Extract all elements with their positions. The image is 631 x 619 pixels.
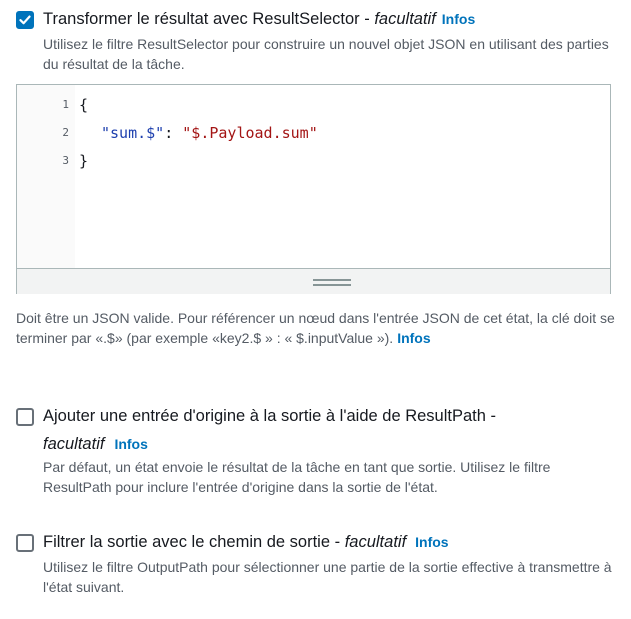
json-string-value: "$.Payload.sum" bbox=[182, 124, 318, 142]
result-path-description: Par défaut, un état envoie le résultat de la tâche en tant que sortie. Utilisez le filtre ResultPath pour inclure l'entrée d'origine dans la sortie de l'état. bbox=[43, 459, 551, 495]
code-line bbox=[17, 147, 610, 175]
json-key: "sum.$" bbox=[101, 124, 165, 142]
line-number: 3 bbox=[62, 154, 69, 167]
resize-grip-icon bbox=[313, 279, 351, 285]
code-line bbox=[17, 119, 610, 147]
result-selector-description: Utilisez le filtre ResultSelector pour construire un nouvel objet JSON en utilisant des parties du résultat de la tâche. bbox=[43, 36, 609, 72]
code-text: { bbox=[79, 96, 89, 114]
result-selector-info-link[interactable]: Infos bbox=[441, 11, 476, 27]
result-selector-title[interactable] bbox=[43, 5, 475, 33]
result-selector-title-text: Transformer le résultat avec ResultSelector - bbox=[43, 10, 375, 28]
result-selector-optional: facultatif bbox=[374, 10, 436, 28]
output-path-title-text: Filtrer la sortie avec le chemin de sortie - bbox=[43, 533, 345, 551]
result-path-title-text: Ajouter une entrée d'origine à la sortie à l'aide de ResultPath - bbox=[43, 407, 496, 425]
output-path-title[interactable] bbox=[43, 528, 449, 556]
output-path-optional: facultatif bbox=[344, 533, 407, 551]
json-code-editor[interactable] bbox=[16, 84, 611, 294]
result-path-checkbox[interactable] bbox=[16, 408, 34, 426]
output-path-description: Utilisez le filtre OutputPath pour sélectionner une partie de la sortie effective à transmettre à l'état suivant. bbox=[43, 559, 612, 595]
output-path-checkbox[interactable] bbox=[16, 534, 34, 552]
code-text bbox=[101, 119, 318, 147]
result-path-optional: facultatif bbox=[43, 435, 105, 453]
json-help-text bbox=[16, 308, 616, 348]
code-line bbox=[17, 91, 610, 119]
result-path-title-continued[interactable] bbox=[43, 430, 148, 458]
help-info-link[interactable]: Infos bbox=[397, 330, 431, 346]
result-selector-checkbox[interactable] bbox=[16, 11, 34, 29]
json-colon: : bbox=[164, 124, 183, 142]
line-number: 1 bbox=[62, 98, 69, 111]
checkmark-icon bbox=[19, 14, 31, 26]
code-text: } bbox=[79, 152, 89, 170]
editor-resize-handle[interactable] bbox=[17, 269, 610, 294]
result-path-info-link[interactable]: Infos bbox=[114, 436, 148, 452]
line-number: 2 bbox=[62, 126, 69, 139]
output-path-info-link[interactable]: Infos bbox=[415, 534, 449, 550]
help-text: Doit être un JSON valide. Pour référencer un nœud dans l'entrée JSON de cet état, la clé doit se terminer par «.$» (par exemple «key2.$ » : « $.inputValue »). bbox=[16, 310, 615, 346]
result-path-title[interactable] bbox=[43, 402, 496, 430]
